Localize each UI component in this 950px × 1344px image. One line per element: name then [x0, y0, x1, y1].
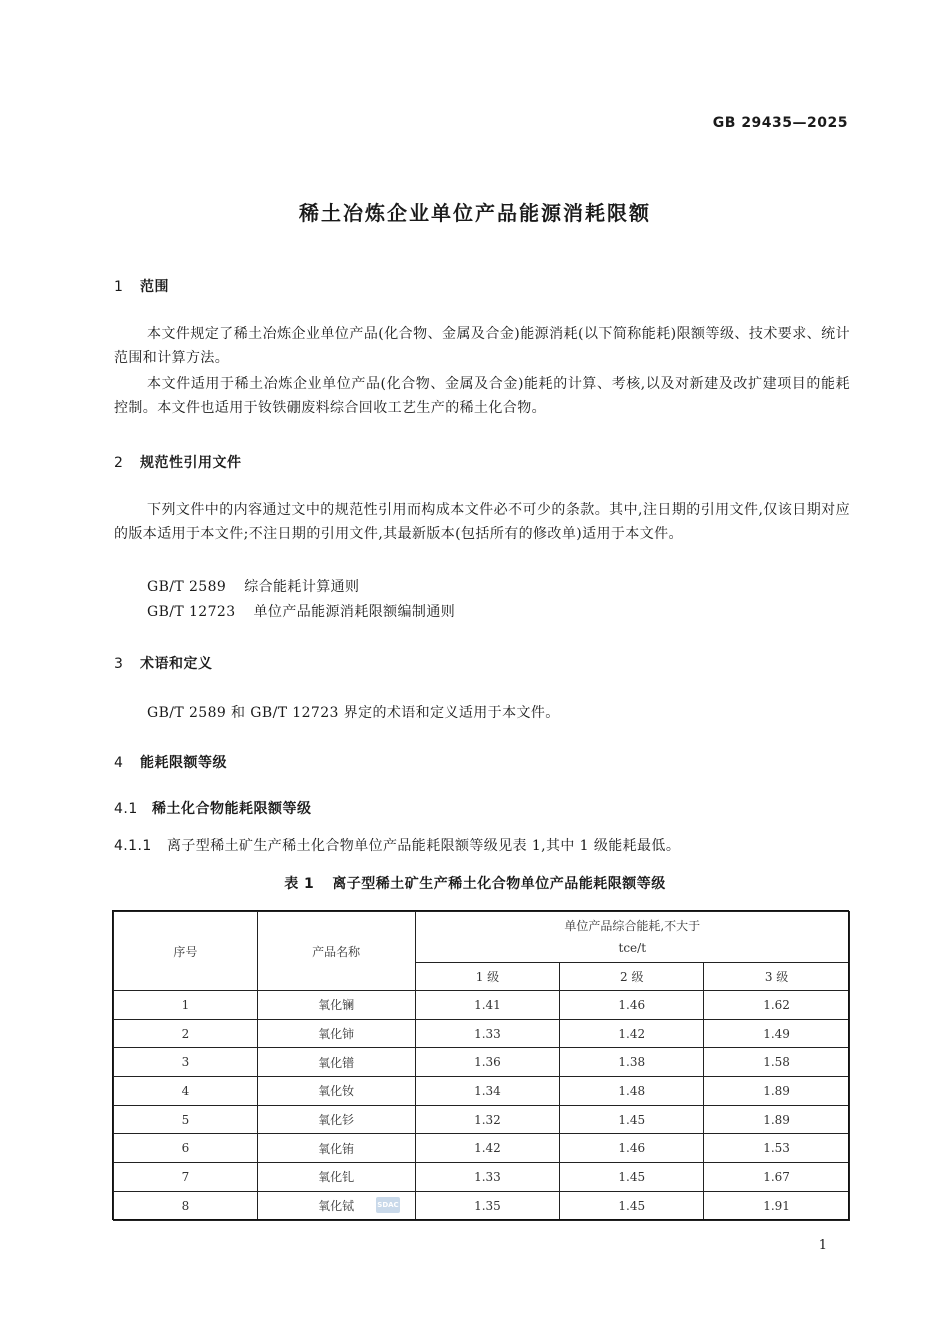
cell-grade-1: 1.35	[415, 1191, 560, 1220]
cell-name: 氧化铈	[257, 1019, 415, 1048]
section-3-heading	[114, 653, 213, 673]
section-title: 术语和定义	[140, 656, 213, 672]
cell-name: 氧化钕	[257, 1077, 415, 1106]
table-row	[114, 1191, 850, 1220]
table-row	[114, 1105, 850, 1134]
cell-name: 氧化铕	[257, 1134, 415, 1163]
cell-grade-2: 1.46	[560, 991, 704, 1020]
cell-grade-2: 1.42	[560, 1019, 704, 1048]
cell-grade-1: 1.42	[415, 1134, 560, 1163]
table-row	[114, 1019, 850, 1048]
section-1-paragraph-1: 本文件规定了稀土冶炼企业单位产品(化合物、金属及合金)能源消耗(以下简称能耗)限额等级、技术要求、统计范围和计算方法。	[114, 326, 850, 366]
cell-name: 氧化钆	[257, 1163, 415, 1192]
section-title: 稀土化合物能耗限额等级	[152, 801, 312, 817]
cell-name: 氧化钐	[257, 1105, 415, 1134]
section-4-1-heading	[114, 798, 312, 818]
table-caption-number: 表 1	[284, 876, 315, 892]
watermark-logo: SDAC	[376, 1197, 400, 1213]
cell-grade-2: 1.48	[560, 1077, 704, 1106]
page-number: 1	[818, 1238, 827, 1253]
section-2-heading	[114, 452, 242, 472]
cell-grade-1: 1.36	[415, 1048, 560, 1077]
cell-seq: 6	[114, 1134, 258, 1163]
reference-code: GB/T 2589	[147, 579, 227, 595]
cell-seq: 3	[114, 1048, 258, 1077]
cell-grade-1: 1.33	[415, 1163, 560, 1192]
cell-name: 氧化镨	[257, 1048, 415, 1077]
section-number: 4.1	[114, 801, 138, 817]
cell-name: 氧化镧	[257, 991, 415, 1020]
cell-grade-3: 1.49	[704, 1019, 850, 1048]
cell-grade-2: 1.38	[560, 1048, 704, 1077]
table-row	[114, 1048, 850, 1077]
section-1-heading	[114, 276, 169, 296]
section-4-heading	[114, 752, 227, 772]
table-row	[114, 991, 850, 1020]
cell-grade-2: 1.45	[560, 1105, 704, 1134]
cell-grade-1: 1.34	[415, 1077, 560, 1106]
cell-grade-3: 1.89	[704, 1105, 850, 1134]
document-title: 稀土冶炼企业单位产品能源消耗限额	[299, 201, 651, 225]
cell-grade-1: 1.33	[415, 1019, 560, 1048]
section-title: 规范性引用文件	[140, 455, 242, 471]
cell-grade-2: 1.45	[560, 1163, 704, 1192]
cell-grade-3: 1.53	[704, 1134, 850, 1163]
section-2-paragraph-1: 下列文件中的内容通过文中的规范性引用而构成本文件必不可少的条款。其中,注日期的引用文件,仅该日期对应的版本适用于本文件;不注日期的引用文件,其最新版本(包括所有的修改单)适用于本文件。	[114, 502, 850, 542]
cell-grade-2: 1.46	[560, 1134, 704, 1163]
clause-text: 离子型稀土矿生产稀土化合物单位产品能耗限额等级见表 1,其中 1 级能耗最低。	[167, 838, 681, 854]
cell-seq: 4	[114, 1077, 258, 1106]
reference-code: GB/T 12723	[147, 604, 236, 620]
section-number: 4	[114, 755, 124, 771]
cell-grade-3: 1.89	[704, 1077, 850, 1106]
cell-grade-3: 1.58	[704, 1048, 850, 1077]
section-number: 2	[114, 455, 124, 471]
table-row	[114, 1134, 850, 1163]
table-caption	[0, 873, 950, 893]
energy-limit-table	[113, 911, 850, 1221]
header-unit: tce/t	[618, 941, 647, 955]
table-caption-text: 离子型稀土矿生产稀土化合物单位产品能耗限额等级	[332, 876, 666, 892]
reference-name: 综合能耗计算通则	[244, 579, 360, 595]
table-row	[114, 1077, 850, 1106]
cell-seq: 5	[114, 1105, 258, 1134]
header-grade-1: 1 级	[415, 963, 560, 991]
section-title: 能耗限额等级	[140, 755, 227, 771]
header-energy-group	[415, 912, 849, 963]
clause-number: 4.1.1	[114, 838, 152, 854]
cell-seq: 2	[114, 1019, 258, 1048]
cell-seq: 1	[114, 991, 258, 1020]
header-product-name: 产品名称	[257, 912, 415, 991]
clause-4-1-1	[114, 835, 680, 855]
cell-seq: 7	[114, 1163, 258, 1192]
header-grade-3: 3 级	[704, 963, 850, 991]
cell-grade-1: 1.32	[415, 1105, 560, 1134]
header-group-label: 单位产品综合能耗,不大于	[564, 919, 701, 933]
header-seq: 序号	[114, 912, 258, 991]
reference-item	[147, 601, 455, 621]
section-1-paragraph-2: 本文件适用于稀土冶炼企业单位产品(化合物、金属及合金)能耗的计算、考核,以及对新建及改扩建项目的能耗控制。本文件也适用于钕铁硼废料综合回收工艺生产的稀土化合物。	[114, 376, 850, 416]
cell-grade-3: 1.62	[704, 991, 850, 1020]
reference-name: 单位产品能源消耗限额编制通则	[253, 604, 456, 620]
cell-grade-3: 1.67	[704, 1163, 850, 1192]
section-number: 3	[114, 656, 124, 672]
cell-name: 氧化铽	[257, 1191, 415, 1220]
cell-grade-2: 1.45	[560, 1191, 704, 1220]
section-3-paragraph-1: GB/T 2589 和 GB/T 12723 界定的术语和定义适用于本文件。	[147, 705, 560, 721]
cell-grade-3: 1.91	[704, 1191, 850, 1220]
standard-code: GB 29435—2025	[712, 115, 848, 131]
section-title: 范围	[140, 279, 169, 295]
header-grade-2: 2 级	[560, 963, 704, 991]
table-row	[114, 1163, 850, 1192]
cell-grade-1: 1.41	[415, 991, 560, 1020]
section-number: 1	[114, 279, 124, 295]
cell-seq: 8	[114, 1191, 258, 1220]
reference-item	[147, 576, 359, 596]
